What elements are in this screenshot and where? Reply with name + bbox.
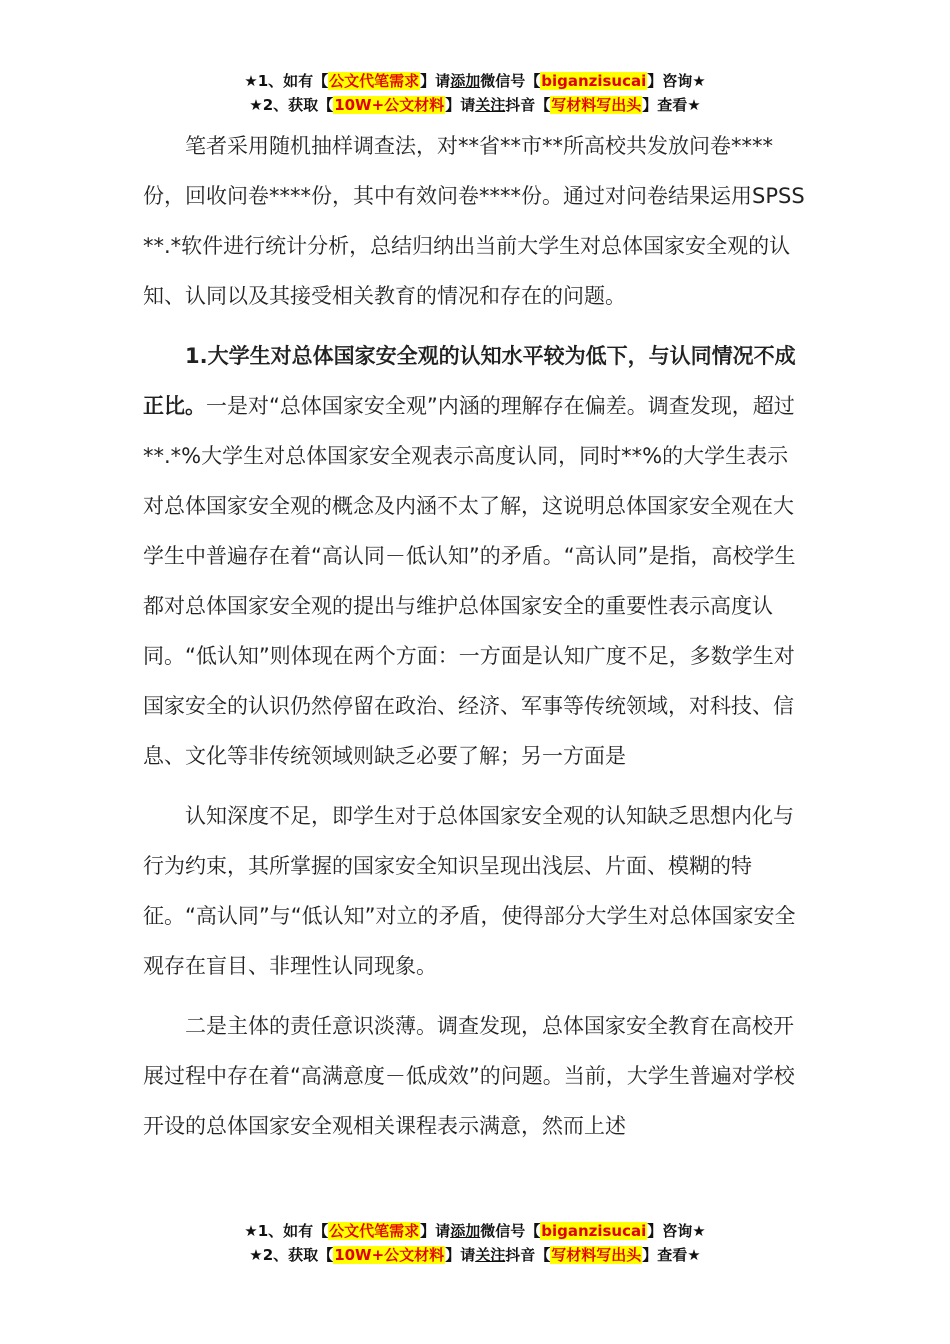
footer-banner [0,1219,950,1267]
banner-underline: 关注 [475,1246,506,1264]
banner-text: 】咨询★ [647,1222,706,1240]
banner-line-1 [0,69,950,93]
paragraph-4: 二是主体的责任意识淡薄。调查发现，总体国家安全教育在高校开展过程中存在着“高满意度－低成效”的问题。当前，大学生普遍对学校开设的总体国家安全观相关课程表示满意，然而上述 [143,1014,795,1138]
banner-highlight: 公文代笔需求 [329,1222,420,1240]
banner-text: 】请 [420,1222,451,1240]
banner-highlight: 公文代笔需求 [329,72,420,90]
paragraph-1: 笔者采用随机抽样调查法，对**省**市**所高校共发放问卷****份，回收问卷****份，其中有效问卷****份。通过对问卷结果运用SPSS**.*软件进行统计分析，总结归纳出当前大学生对总体国家安全观的认知、认同以及其接受相关教育的情况和存在的问题。 [143,134,805,308]
banner-highlight: biganzisucai [541,72,647,90]
banner-underline: 添加 [450,1222,481,1240]
banner-text: 抖音【 [505,96,551,114]
banner-highlight: biganzisucai [541,1222,647,1240]
banner-line-2 [0,93,950,117]
banner-highlight: 10W+公文材料 [334,1246,445,1264]
paragraph-2-text: 一是对“总体国家安全观”内涵的理解存在偏差。调查发现，超过**.*%大学生对总体国家安全观表示高度认同，同时**%的大学生表示对总体国家安全观的概念及内涵不太了解，这说明总体国家安全观在大学生中普遍存在着“高认同－低认知”的矛盾。“高认同”是指，高校学生都对总体国家安全观的提出与维护总体国家安全的重要性表示高度认同。“低认知”则体现在两个方面：一方面是认知广度不足，多数学生对国家安全的认识仍然停留在政治、经济、军事等传统领域，对科技、信息、文化等非传统领域则缺乏必要了解；另一方面是 [143,394,796,768]
banner-highlight: 写材料写出头 [551,1246,642,1264]
banner-underline: 关注 [475,96,506,114]
banner-text: 】请 [445,96,476,114]
banner-highlight: 写材料写出头 [551,96,642,114]
header-banner [0,69,950,117]
banner-text: ★2、获取【 [249,1246,334,1264]
banner-text: 】请 [420,72,451,90]
document-body [143,121,805,1151]
banner-text: 微信号【 [480,72,541,90]
banner-text: ★1、如有【 [244,1222,329,1240]
banner-highlight: 10W+公文材料 [334,96,445,114]
banner-text: ★2、获取【 [249,96,334,114]
banner-line-1 [0,1219,950,1243]
banner-text: 微信号【 [480,1222,541,1240]
banner-text: 】请 [445,1246,476,1264]
banner-underline: 添加 [450,72,481,90]
banner-text: 】查看★ [642,96,701,114]
banner-text: 】查看★ [642,1246,701,1264]
banner-text: 】咨询★ [647,72,706,90]
paragraph-3: 认知深度不足，即学生对于总体国家安全观的认知缺乏思想内化与行为约束，其所掌握的国家安全知识呈现出浅层、片面、模糊的特征。“高认同”与“低认知”对立的矛盾，使得部分大学生对总体国家安全观存在盲目、非理性认同现象。 [143,804,796,978]
section-heading: 1.大学生对总体国家安全观的认知水平较为低下，与认同情况不成正比。 [143,344,796,418]
banner-text: 抖音【 [505,1246,551,1264]
banner-text: ★1、如有【 [244,72,329,90]
paragraph-2 [143,331,805,781]
banner-line-2 [0,1243,950,1267]
